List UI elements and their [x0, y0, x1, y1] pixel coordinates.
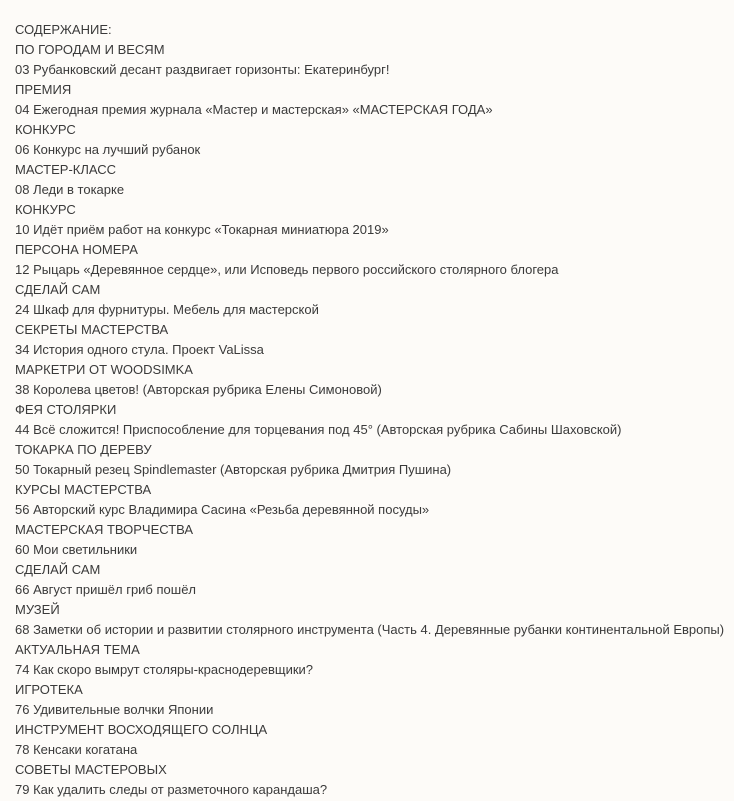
toc-entry: 10 Идёт приём работ на конкурс «Токарная миниатюра 2019»: [15, 222, 389, 237]
section-heading: МУЗЕЙ: [15, 602, 60, 617]
toc-entry: 24 Шкаф для фурнитуры. Мебель для мастерской: [15, 302, 319, 317]
section-heading: ТОКАРКА ПО ДЕРЕВУ: [15, 442, 152, 457]
toc-entry: 60 Мои светильники: [15, 542, 138, 557]
section-heading: МАРКЕТРИ ОТ WOODSIMKA: [15, 362, 193, 377]
section-heading: ФЕЯ СТОЛЯРКИ: [15, 402, 117, 417]
toc-entry: 50 Токарный резец Spindlemaster (Авторская рубрика Дмитрия Пушина): [15, 462, 452, 477]
section-heading: СОВЕТЫ МАСТЕРОВЫХ: [15, 762, 167, 777]
toc-entry: 79 Как удалить следы от разметочного карандаша?: [15, 782, 328, 797]
section-heading: МАСТЕР-КЛАСС: [15, 162, 117, 177]
toc-entry: 12 Рыцарь «Деревянное сердце», или Исповедь первого российского столярного блогера: [15, 262, 559, 277]
toc-entry: 74 Как скоро вымрут столяры-краснодеревщики?: [15, 662, 314, 677]
toc-entry: 68 Заметки об истории и развитии столярного инструмента (Часть 4. Деревянные рубанки континентальной Европы): [15, 622, 725, 637]
toc-entry: 76 Удивительные волчки Японии: [15, 702, 214, 717]
section-heading: ИГРОТЕКА: [15, 682, 83, 697]
section-heading: СДЕЛАЙ САМ: [15, 562, 101, 577]
section-heading: КОНКУРС: [15, 202, 76, 217]
section-heading: ПРЕМИЯ: [15, 82, 72, 97]
toc-entry: 38 Королева цветов! (Авторская рубрика Елены Симоновой): [15, 382, 382, 397]
section-heading: КОНКУРС: [15, 122, 76, 137]
section-heading: СЕКРЕТЫ МАСТЕРСТВА: [15, 322, 169, 337]
section-heading: АКТУАЛЬНАЯ ТЕМА: [15, 642, 140, 657]
toc-entry: 66 Август пришёл гриб пошёл: [15, 582, 197, 597]
section-heading: ПО ГОРОДАМ И ВЕСЯМ: [15, 42, 165, 57]
toc-entry: 78 Кенсаки когатана: [15, 742, 138, 757]
toc-entry: 08 Леди в токарке: [15, 182, 125, 197]
toc-entry: 03 Рубанковский десант раздвигает горизонты: Екатеринбург!: [15, 62, 390, 77]
toc-entry: 44 Всё сложится! Приспособление для торцевания под 45° (Авторская рубрика Сабины Шаховской): [15, 422, 622, 437]
toc-entry: 04 Ежегодная премия журнала «Мастер и мастерская» «МАСТЕРСКАЯ ГОДА»: [15, 102, 493, 117]
section-heading: СДЕЛАЙ САМ: [15, 282, 101, 297]
toc-entry: 06 Конкурс на лучший рубанок: [15, 142, 201, 157]
toc-title: СОДЕРЖАНИЕ:: [15, 22, 112, 37]
toc-entry: 56 Авторский курс Владимира Сасина «Резьба деревянной посуды»: [15, 502, 430, 517]
section-heading: МАСТЕРСКАЯ ТВОРЧЕСТВА: [15, 522, 194, 537]
section-heading: КУРСЫ МАСТЕРСТВА: [15, 482, 152, 497]
toc-entry: 34 История одного стула. Проект VaLissa: [15, 342, 264, 357]
section-heading: ИНСТРУМЕНТ ВОСХОДЯЩЕГО СОЛНЦА: [15, 722, 268, 737]
section-heading: ПЕРСОНА НОМЕРА: [15, 242, 138, 257]
